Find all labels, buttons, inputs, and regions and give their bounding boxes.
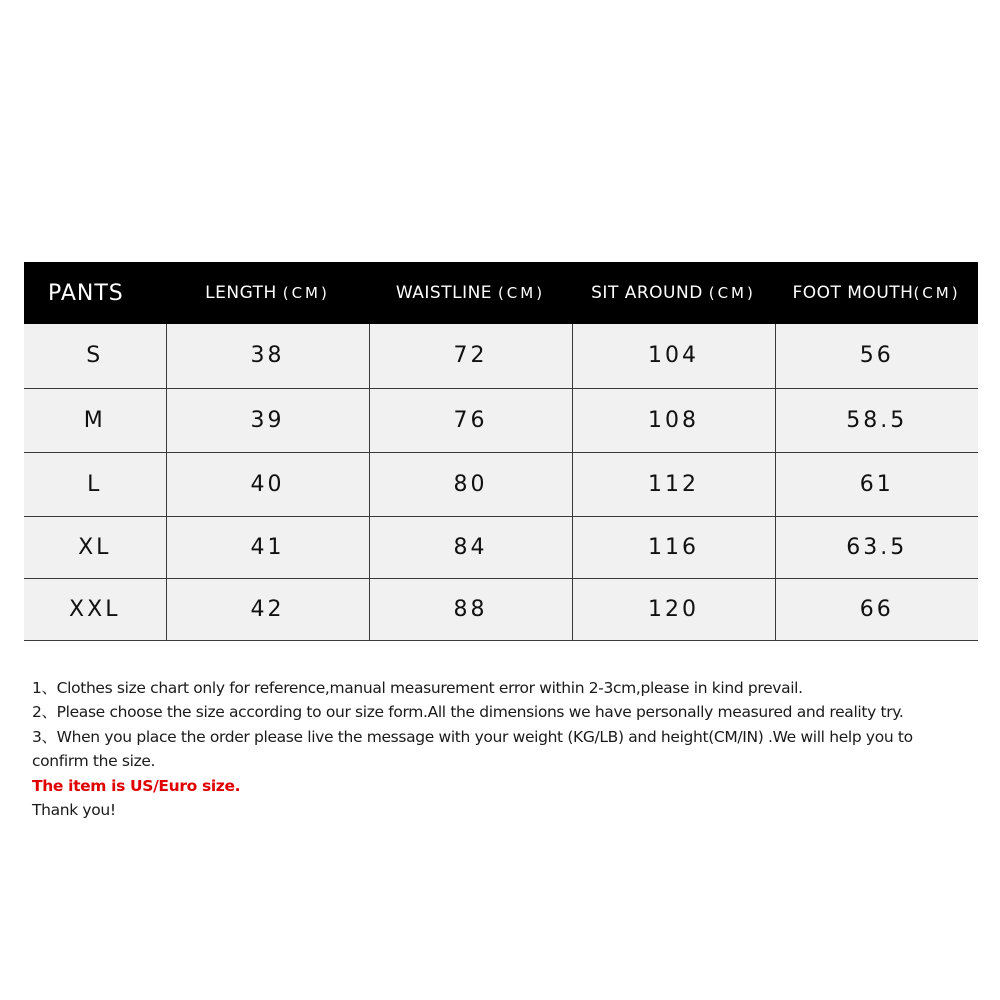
table-header-row bbox=[24, 262, 978, 324]
foot-mouth-cell: 58.5 bbox=[775, 388, 978, 452]
table-row bbox=[24, 578, 978, 640]
foot-mouth-cell: 66 bbox=[775, 578, 978, 640]
sit-around-cell: 108 bbox=[572, 388, 775, 452]
waistline-cell: 76 bbox=[369, 388, 572, 452]
size-cell: M bbox=[24, 388, 166, 452]
size-standard-note: The item is US/Euro size. bbox=[32, 776, 241, 795]
length-cell: 42 bbox=[166, 578, 369, 640]
note-line-3: 3、When you place the order please live the message with your weight (KG/LB) and height(CM/IN) .We will help you to confirm the size. bbox=[32, 727, 913, 771]
size-cell: L bbox=[24, 452, 166, 516]
foot-mouth-cell: 56 bbox=[775, 324, 978, 388]
length-cell: 38 bbox=[166, 324, 369, 388]
table-row bbox=[24, 516, 978, 578]
size-notes bbox=[32, 676, 932, 822]
size-cell: XXL bbox=[24, 578, 166, 640]
size-chart-table bbox=[24, 262, 978, 641]
waistline-cell: 88 bbox=[369, 578, 572, 640]
length-cell: 40 bbox=[166, 452, 369, 516]
foot-mouth-cell: 63.5 bbox=[775, 516, 978, 578]
header-sit-around: SIT AROUND (CM) bbox=[591, 283, 756, 303]
note-line-1: 1、Clothes size chart only for reference,manual measurement error within 2-3cm,please in kind prevail. bbox=[32, 679, 803, 697]
waistline-cell: 84 bbox=[369, 516, 572, 578]
table-row bbox=[24, 324, 978, 388]
closing-thanks: Thank you! bbox=[32, 801, 116, 820]
table-row bbox=[24, 452, 978, 516]
waistline-cell: 80 bbox=[369, 452, 572, 516]
sit-around-cell: 116 bbox=[572, 516, 775, 578]
waistline-cell: 72 bbox=[369, 324, 572, 388]
header-waistline: WAISTLINE (CM) bbox=[395, 283, 546, 303]
table-row bbox=[24, 388, 978, 452]
size-cell: S bbox=[24, 324, 166, 388]
header-length: LENGTH (CM) bbox=[205, 283, 330, 303]
note-line-2: 2、Please choose the size according to our size form.All the dimensions we have personally measured and reality try. bbox=[32, 703, 904, 722]
foot-mouth-cell: 61 bbox=[775, 452, 978, 516]
sit-around-cell: 104 bbox=[572, 324, 775, 388]
length-cell: 39 bbox=[166, 388, 369, 452]
sit-around-cell: 112 bbox=[572, 452, 775, 516]
header-foot-mouth: FOOT MOUTH(CM) bbox=[792, 283, 961, 303]
length-cell: 41 bbox=[166, 516, 369, 578]
header-pants: PANTS bbox=[48, 280, 124, 306]
sit-around-cell: 120 bbox=[572, 578, 775, 640]
size-cell: XL bbox=[24, 516, 166, 578]
